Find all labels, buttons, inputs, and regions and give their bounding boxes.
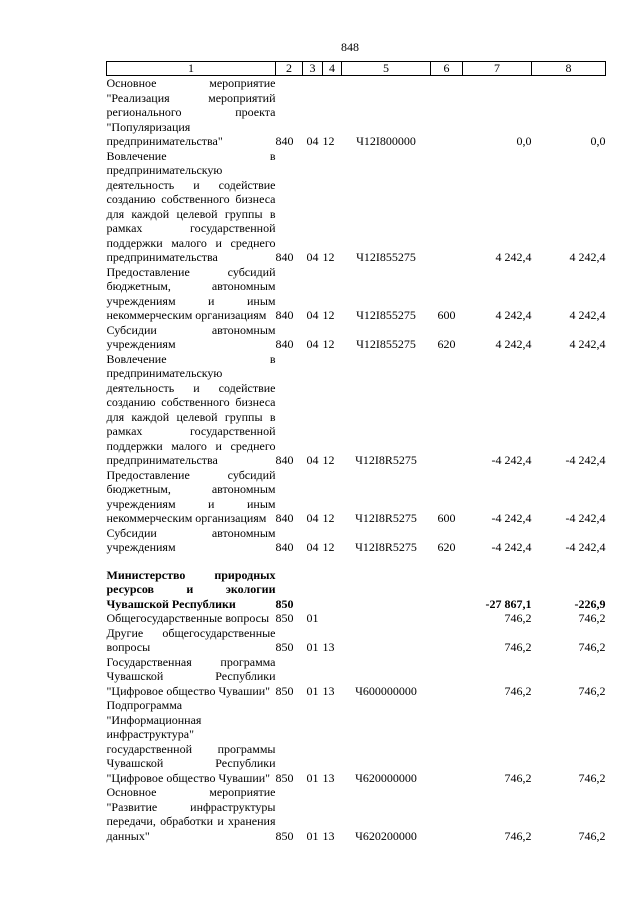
row-section-code: 04	[306, 511, 319, 525]
row-target-code: Ч620000000	[355, 770, 417, 785]
row-name: Основное мероприятие "Реализация мероприятий регионального проекта "Популяризация предпринимательства"	[106, 76, 276, 148]
table-row	[107, 265, 606, 323]
row-subsection-code: 13	[322, 640, 335, 654]
row-section-code: 01	[306, 683, 319, 698]
table-row	[107, 323, 606, 352]
table-row	[107, 626, 606, 655]
row-ministry-code: 840	[275, 540, 294, 554]
column-header-7: 7	[463, 62, 532, 76]
spacer-row	[107, 555, 606, 568]
table-row	[107, 568, 606, 612]
row-target-code: Ч12I8R5275	[355, 511, 417, 525]
row-amount-2: 0,0	[590, 134, 606, 148]
column-header-1: 1	[107, 62, 276, 76]
row-expense-type	[431, 568, 463, 612]
column-header-4: 4	[323, 62, 342, 76]
row-amount-2: 746,2	[578, 611, 606, 625]
row-amount-2: -4 242,4	[565, 540, 606, 554]
row-ministry-code: 850	[275, 770, 294, 785]
row-amount-1: 746,2	[504, 640, 532, 654]
row-target-code: Ч12I855275	[356, 337, 416, 351]
row-target-code	[342, 568, 431, 612]
column-header-8: 8	[532, 62, 606, 76]
row-subsection-code: 13	[322, 770, 335, 785]
row-amount-1: -27 867,1	[485, 596, 532, 611]
row-section-code: 01	[306, 640, 319, 654]
table-row	[107, 76, 606, 149]
row-amount-2: 746,2	[578, 770, 606, 785]
row-name: Государственная программа Чувашской Республики "Цифровое общество Чувашии"	[106, 654, 276, 698]
row-subsection-code: 12	[322, 511, 335, 525]
row-ministry-code: 850	[275, 611, 294, 625]
row-subsection-code: 12	[322, 250, 335, 264]
row-amount-1: 4 242,4	[495, 337, 532, 351]
row-amount-1: -4 242,4	[491, 540, 532, 554]
row-amount-2: 746,2	[578, 683, 606, 698]
row-amount-2: 746,2	[578, 828, 606, 843]
row-expense-type	[431, 76, 463, 149]
row-name: Вовлечение в предпринимательскую деятельность и содействие созданию собственного бизнеса для каждой целевой группы в рамках государственной поддержки малого и среднего предпринимательства	[106, 351, 276, 467]
row-expense-type	[431, 655, 463, 699]
row-amount-2: -4 242,4	[565, 453, 606, 467]
row-target-code: Ч12I8R5275	[355, 540, 417, 554]
row-target-code: Ч12I800000	[356, 134, 416, 148]
row-expense-type: 600	[437, 511, 456, 525]
row-amount-2: -226,9	[574, 596, 606, 611]
row-section-code: 04	[306, 337, 319, 351]
row-amount-1: 746,2	[504, 611, 532, 625]
spacer-cell	[107, 555, 606, 568]
row-amount-2: 4 242,4	[569, 337, 606, 351]
row-expense-type	[431, 626, 463, 655]
row-amount-1: 746,2	[504, 770, 532, 785]
row-ministry-code: 850	[275, 683, 294, 698]
column-header-6: 6	[431, 62, 463, 76]
table-row	[107, 611, 606, 626]
row-expense-type	[431, 149, 463, 265]
row-ministry-code: 850	[275, 640, 294, 654]
budget-table	[106, 61, 606, 843]
row-expense-type: 620	[437, 540, 456, 554]
row-ministry-code: 840	[275, 250, 294, 264]
row-name: Вовлечение в предпринимательскую деятельность и содействие созданию собственного бизнеса для каждой целевой группы в рамках государственной поддержки малого и среднего предпринимательства	[106, 148, 276, 264]
row-subsection-code: 13	[322, 828, 335, 843]
row-target-code: Ч12I855275	[356, 308, 416, 322]
row-target-code	[342, 611, 431, 626]
row-section-code: 01	[306, 828, 319, 843]
row-ministry-code: 840	[275, 308, 294, 322]
row-name: Министерство природных ресурсов и экологии Чувашской Республики	[106, 567, 276, 611]
row-name: Субсидии автономным учреждениям	[106, 322, 276, 351]
row-subsection-code: 12	[322, 308, 335, 322]
row-ministry-code: 840	[275, 337, 294, 351]
table-row	[107, 468, 606, 526]
row-amount-1: 4 242,4	[495, 250, 532, 264]
row-subsection-code: 12	[322, 540, 335, 554]
page-number: 848	[341, 40, 359, 54]
row-expense-type	[431, 785, 463, 843]
row-subsection-code: 12	[322, 134, 335, 148]
row-subsection-code	[323, 611, 342, 626]
row-expense-type: 620	[437, 337, 456, 351]
row-ministry-code: 840	[275, 134, 294, 148]
row-name: Предоставление субсидий бюджетным, автономным учреждениям и иным некоммерческим организациям	[106, 467, 276, 525]
row-target-code: Ч12I855275	[356, 250, 416, 264]
row-amount-2: 4 242,4	[569, 250, 606, 264]
column-header-2: 2	[276, 62, 303, 76]
row-amount-1: -4 242,4	[491, 453, 532, 467]
row-name: Субсидии автономным учреждениям	[106, 525, 276, 554]
table-row	[107, 655, 606, 699]
row-section-code	[303, 568, 323, 612]
table-row	[107, 526, 606, 555]
row-ministry-code: 840	[275, 511, 294, 525]
row-expense-type	[431, 611, 463, 626]
row-section-code: 04	[306, 453, 319, 467]
row-amount-2: -4 242,4	[565, 511, 606, 525]
row-ministry-code: 840	[275, 453, 294, 467]
row-subsection-code	[323, 568, 342, 612]
row-target-code: Ч600000000	[355, 683, 417, 698]
row-subsection-code: 12	[322, 337, 335, 351]
table-row	[107, 698, 606, 785]
row-amount-1: 4 242,4	[495, 308, 532, 322]
row-expense-type: 600	[437, 308, 456, 322]
row-amount-1: 0,0	[516, 134, 532, 148]
row-ministry-code: 850	[275, 828, 294, 843]
table-row	[107, 785, 606, 843]
row-section-code: 01	[306, 611, 319, 625]
row-amount-1: -4 242,4	[491, 511, 532, 525]
table-row	[107, 149, 606, 265]
row-target-code	[342, 626, 431, 655]
row-name: Другие общегосударственные вопросы	[106, 625, 276, 654]
row-section-code: 04	[306, 250, 319, 264]
header-row	[107, 62, 606, 76]
row-amount-2: 4 242,4	[569, 308, 606, 322]
row-subsection-code: 12	[322, 453, 335, 467]
row-ministry-code: 850	[275, 596, 294, 611]
table-body	[107, 76, 606, 844]
table-row	[107, 352, 606, 468]
row-name: Предоставление субсидий бюджетным, автономным учреждениям и иным некоммерческим организациям	[106, 264, 276, 322]
row-target-code: Ч12I8R5275	[355, 453, 417, 467]
row-target-code: Ч620200000	[355, 828, 417, 843]
row-expense-type	[431, 698, 463, 785]
row-expense-type	[431, 352, 463, 468]
row-section-code: 04	[306, 308, 319, 322]
row-name: Подпрограмма "Информационная инфраструктура" государственной программы Чувашской Республики "Цифровое общество Чувашии"	[106, 698, 276, 785]
row-section-code: 04	[306, 540, 319, 554]
row-subsection-code: 13	[322, 683, 335, 698]
row-amount-1: 746,2	[504, 828, 532, 843]
row-section-code: 01	[306, 770, 319, 785]
row-amount-1: 746,2	[504, 683, 532, 698]
row-section-code: 04	[306, 134, 319, 148]
row-name: Общегосударственные вопросы	[106, 611, 270, 625]
column-header-3: 3	[303, 62, 323, 76]
row-name: Основное мероприятие "Развитие инфраструктуры передачи, обработки и хранения данных"	[106, 785, 276, 843]
row-amount-2: 746,2	[578, 640, 606, 654]
column-header-5: 5	[342, 62, 431, 76]
